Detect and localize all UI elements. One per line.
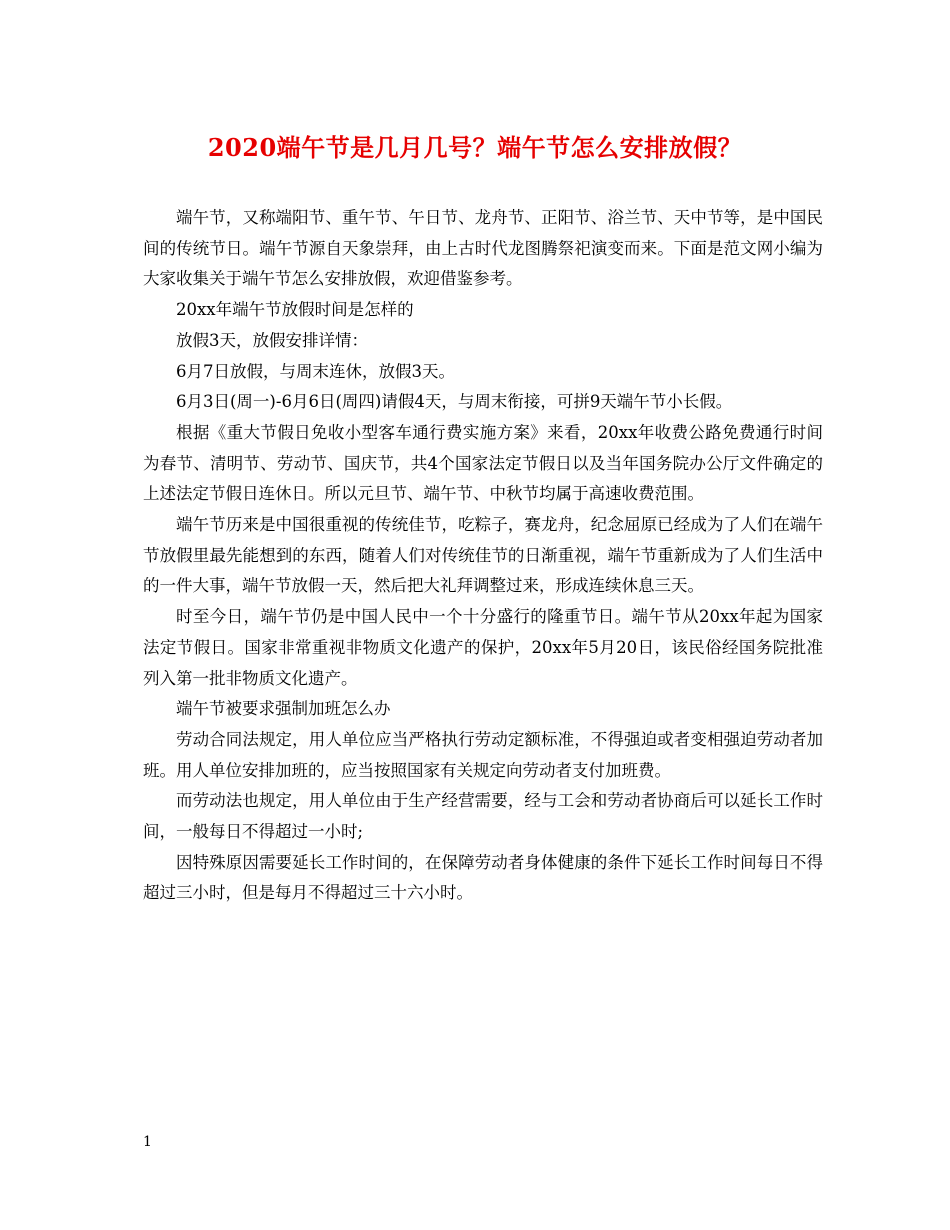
paragraph-tradition: 端午节历来是中国很重视的传统佳节，吃粽子，赛龙舟，纪念屈原已经成为了人们在端午节放假里最先能想到的东西，随着人们对传统佳节的日渐重视，端午节重新成为了人们生活中的一件大事，端午节放假一天，然后把大礼拜调整过来，形成连续休息三天。 <box>143 515 823 596</box>
paragraph-holiday-days: 放假3天，放假安排详情： <box>176 330 368 350</box>
document-body <box>143 203 823 909</box>
document-title: 2020端午节是几月几号？端午节怎么安排放假？ <box>207 133 743 162</box>
paragraph-overtime-question: 端午节被要求强制加班怎么办 <box>176 699 391 719</box>
paragraph-heritage: 时至今日，端午节仍是中国人民中一个十分盛行的隆重节日。端午节从20xx年起为国家法定节假日。国家非常重视非物质文化遗产的保护，20xx年5月20日，该民俗经国务院批准列入第一批非物质文化遗产。 <box>143 607 823 688</box>
paragraph-labor-contract-law: 劳动合同法规定，用人单位应当严格执行劳动定额标准，不得强迫或者变相强迫劳动者加班。用人单位安排加班的，应当按照国家有关规定向劳动者支付加班费。 <box>143 729 823 780</box>
paragraph-leave-plan: 6月3日(周一)-6月6日(周四)请假4天，与周末衔接，可拼9天端午节小长假。 <box>176 392 733 412</box>
paragraph-labor-law: 而劳动法也规定，用人单位由于生产经营需要，经与工会和劳动者协商后可以延长工作时间，一般每日不得超过一小时; <box>143 791 823 842</box>
paragraph-special-reasons: 因特殊原因需要延长工作时间的，在保障劳动者身体健康的条件下延长工作时间每日不得超过三小时，但是每月不得超过三十六小时。 <box>143 852 823 903</box>
paragraph-intro: 端午节，又称端阳节、重午节、午日节、龙舟节、正阳节、浴兰节、天中节等，是中国民间的传统节日。端午节源自天象崇拜，由上古时代龙图腾祭祀演变而来。下面是范文网小编为大家收集关于端午节怎么安排放假，欢迎借鉴参考。 <box>143 208 823 289</box>
paragraph-holiday-date: 6月7日放假，与周末连休，放假3天。 <box>176 361 455 381</box>
page-number: 1 <box>143 1134 152 1150</box>
paragraph-holiday-question: 20xx年端午节放假时间是怎样的 <box>176 300 414 320</box>
paragraph-toll-policy: 根据《重大节假日免收小型客车通行费实施方案》来看，20xx年收费公路免费通行时间为春节、清明节、劳动节、国庆节，共4个国家法定节假日以及当年国务院办公厅文件确定的上述法定节假日连休日。所以元旦节、端午节、中秋节均属于高速收费范围。 <box>143 422 823 504</box>
